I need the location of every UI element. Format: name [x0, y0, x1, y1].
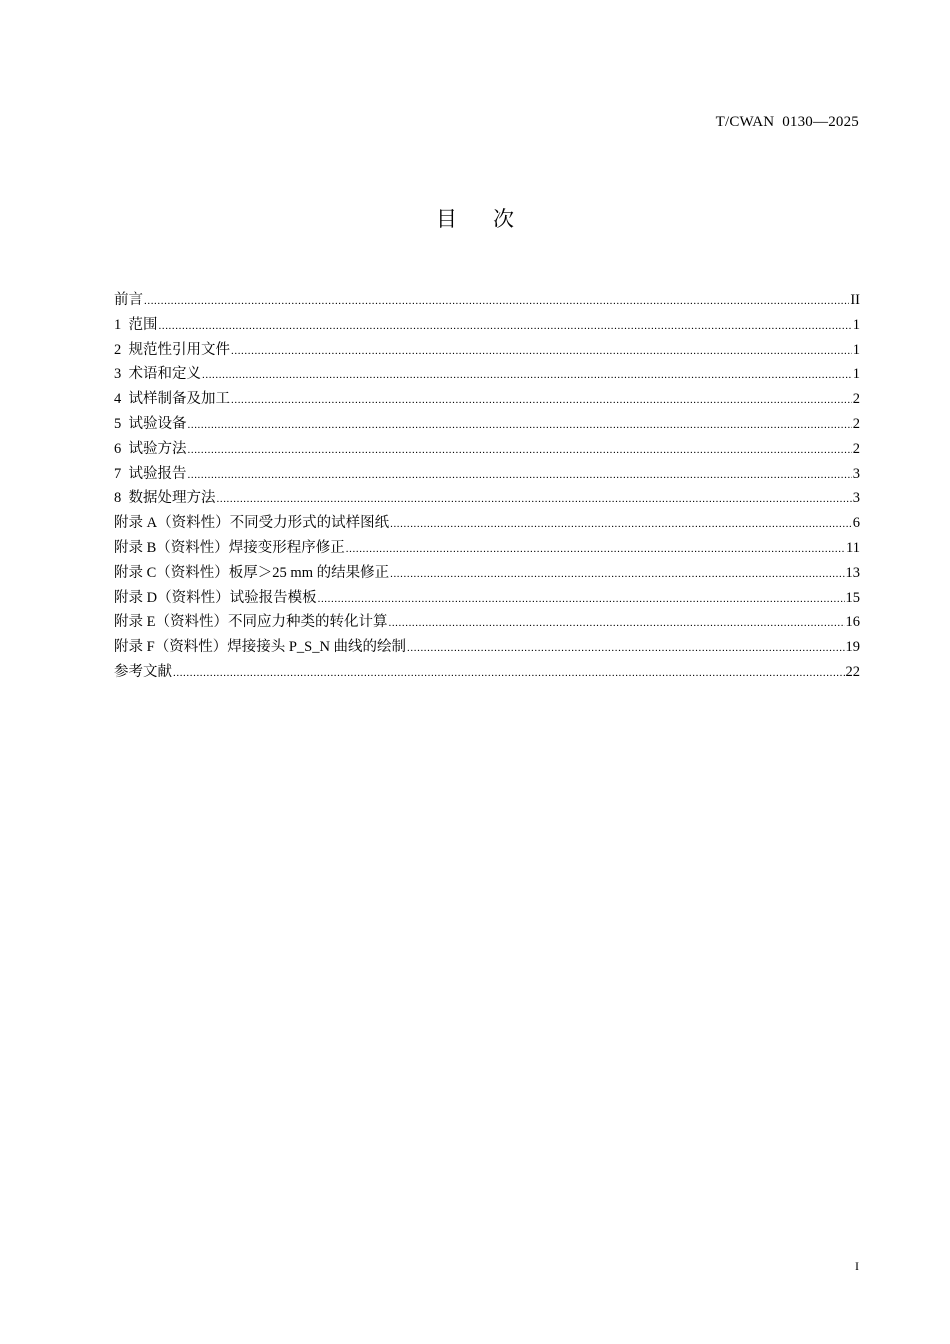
toc-entry-page: 1: [852, 316, 860, 333]
dot-leader: [388, 617, 844, 629]
dot-leader: [217, 493, 852, 505]
dot-leader: [159, 320, 852, 332]
toc-entry-page: 22: [845, 663, 860, 680]
toc-entry-page: 1: [852, 366, 860, 383]
table-of-contents: [114, 288, 860, 685]
toc-entry-test-equipment[interactable]: [114, 412, 860, 437]
toc-entry-label: 3 术语和定义: [114, 366, 201, 383]
dot-leader: [390, 518, 852, 530]
toc-entry-label: 7 试验报告: [114, 465, 187, 482]
toc-entry-label: 附录 B（资料性）焊接变形程序修正: [114, 539, 345, 556]
toc-entry-test-method[interactable]: [114, 437, 860, 462]
page-number: I: [855, 1259, 859, 1273]
toc-entry-label: 附录 C（资料性）板厚＞25 mm 的结果修正: [114, 564, 390, 581]
toc-entry-page: 3: [852, 465, 860, 482]
dot-leader: [188, 469, 852, 481]
toc-entry-page: 16: [845, 614, 860, 631]
toc-entry-label: 8 数据处理方法: [114, 490, 216, 507]
toc-entry-page: 1: [852, 341, 860, 358]
dot-leader: [346, 543, 845, 555]
toc-entry-label: 2 规范性引用文件: [114, 341, 230, 358]
toc-entry-label: 附录 F（资料性）焊接接头 P_S_N 曲线的绘制: [114, 639, 407, 656]
dot-leader: [173, 667, 845, 679]
document-code: T/CWAN 0130—2025: [715, 114, 859, 130]
toc-entry-label: 5 试验设备: [114, 415, 187, 432]
toc-entry-annex-a[interactable]: [114, 511, 860, 536]
toc-entry-page: 2: [852, 415, 860, 432]
toc-entry-annex-f[interactable]: [114, 635, 860, 660]
toc-entry-normative-references[interactable]: [114, 338, 860, 363]
dot-leader: [407, 642, 844, 654]
toc-entry-annex-c[interactable]: [114, 561, 860, 586]
toc-entry-label: 参考文献: [114, 663, 172, 680]
page-title: 目次: [436, 207, 550, 231]
toc-entry-label: 6 试验方法: [114, 440, 187, 457]
toc-entry-page: 19: [845, 639, 860, 656]
toc-entry-test-report[interactable]: [114, 462, 860, 487]
toc-entry-page: II: [850, 292, 860, 308]
dot-leader: [144, 295, 849, 307]
toc-entry-label: 附录 E（资料性）不同应力种类的转化计算: [114, 614, 388, 631]
toc-entry-specimen-preparation[interactable]: [114, 387, 860, 412]
dot-leader: [202, 369, 852, 381]
toc-entry-label: 附录 D（资料性）试验报告模板: [114, 589, 317, 606]
dot-leader: [318, 593, 845, 605]
toc-entry-page: 6: [852, 515, 860, 532]
toc-entry-page: 2: [852, 391, 860, 408]
toc-entry-terms-definitions[interactable]: [114, 362, 860, 387]
dot-leader: [231, 345, 852, 357]
dot-leader: [188, 419, 852, 431]
dot-leader: [231, 394, 852, 406]
toc-entry-annex-e[interactable]: [114, 610, 860, 635]
toc-entry-data-processing[interactable]: [114, 486, 860, 511]
toc-entry-label: 1 范围: [114, 316, 158, 333]
toc-entry-annex-b[interactable]: [114, 536, 860, 561]
toc-entry-scope[interactable]: [114, 313, 860, 338]
toc-entry-annex-d[interactable]: [114, 586, 860, 611]
toc-entry-label: 前言: [114, 292, 143, 308]
toc-entry-page: 2: [852, 440, 860, 457]
toc-entry-page: 13: [845, 564, 860, 581]
toc-entry-page: 15: [845, 589, 860, 606]
toc-entry-label: 4 试样制备及加工: [114, 391, 230, 408]
toc-entry-bibliography[interactable]: [114, 660, 860, 685]
toc-entry-foreword[interactable]: [114, 288, 860, 313]
toc-entry-page: 3: [852, 490, 860, 507]
toc-entry-page: 11: [846, 539, 860, 556]
dot-leader: [390, 568, 844, 580]
dot-leader: [188, 444, 852, 456]
toc-entry-label: 附录 A（资料性）不同受力形式的试样图纸: [114, 515, 390, 532]
